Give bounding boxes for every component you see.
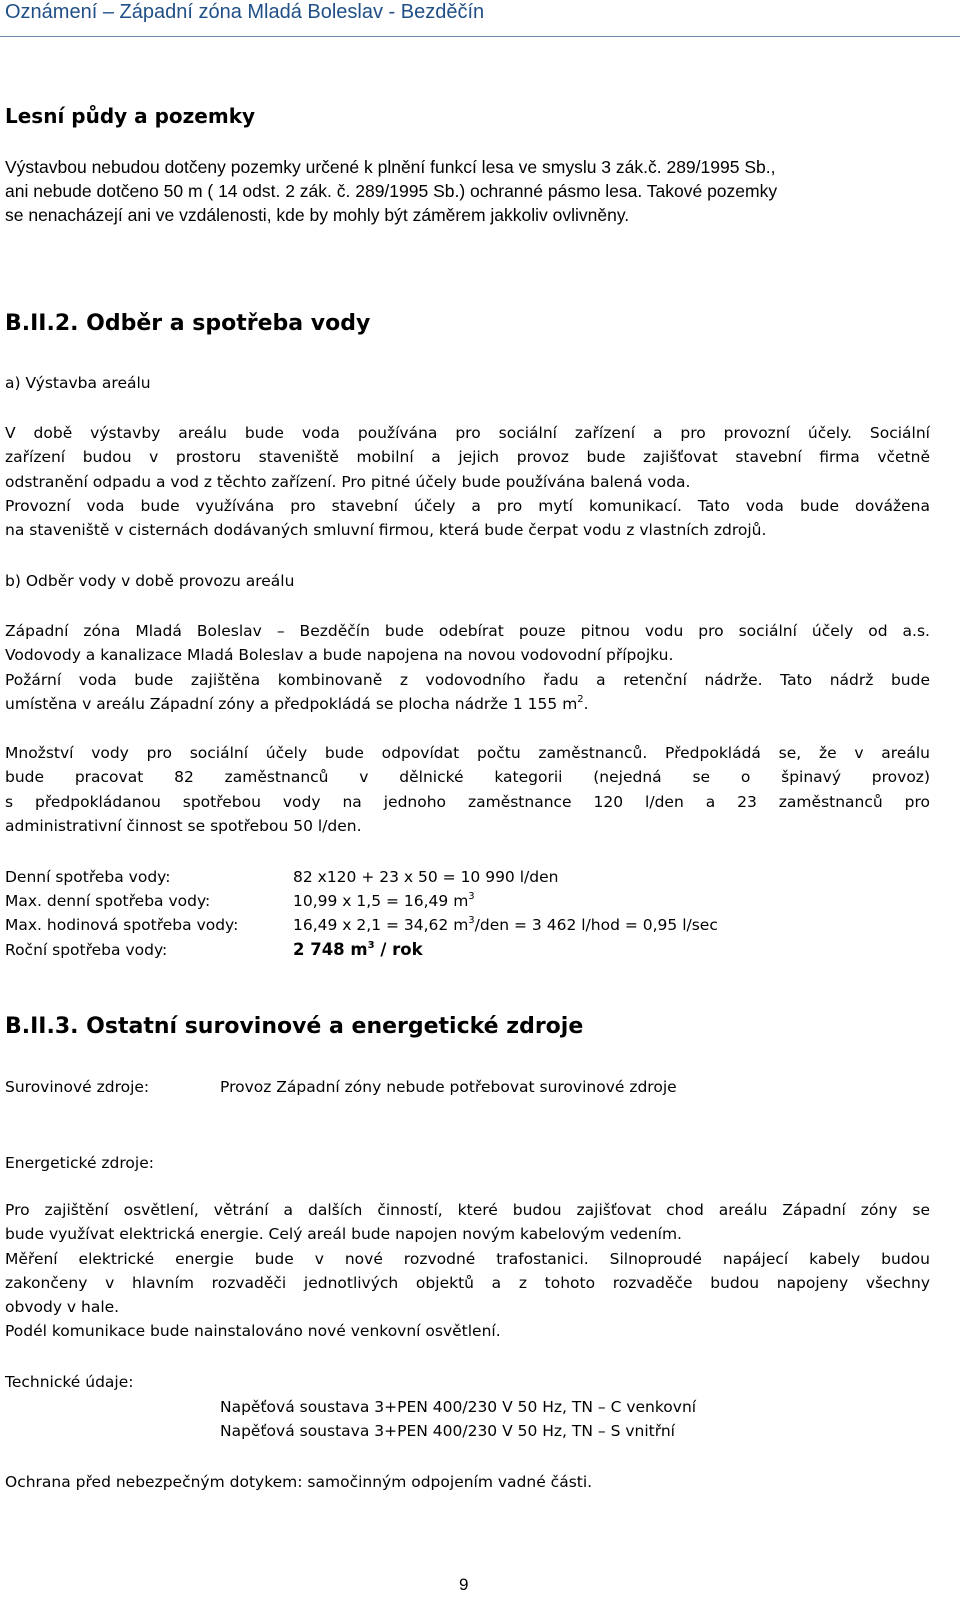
section-heading-resources: B.II.3. Ostatní surovinové a energetické zdroje	[5, 1014, 584, 1039]
calc-label: Denní spotřeba vody:	[5, 868, 171, 886]
superscript: 3	[468, 915, 475, 926]
energy-line: zakončeny v hlavním rozvaděči jednotlivých objektů a z tohoto rozvaděče budou napojeny všechny	[5, 1273, 930, 1292]
staff-line: s předpokládanou spotřebou vody na jednoho zaměstnance 120 l/den a 23 zaměstnanců pro	[5, 792, 930, 811]
forest-line: se nenacházejí ani ve vzdálenosti, kde by mohly být záměrem jakkoliv ovlivněny.	[5, 205, 630, 225]
calc-value-suffix: / rok	[374, 940, 423, 959]
technical-line: Napěťová soustava 3+PEN 400/230 V 50 Hz, TN – S vnitřní	[220, 1422, 675, 1440]
calc-value	[293, 938, 423, 962]
operation-line: Západní zóna Mladá Boleslav – Bezděčín bude odebírat pouze pitnou vodu pro sociální účely od a.s.	[5, 622, 930, 640]
energy-line: obvody v hale.	[5, 1298, 120, 1317]
construction-line: na staveniště v cisternách dodávaných smluvní firmou, která bude čerpat vodu z vlastních zdrojů.	[5, 521, 767, 540]
section-heading-forest: Lesní půdy a pozemky	[5, 104, 256, 128]
forest-paragraph	[5, 155, 777, 227]
staff-line: administrativní činnost se spotřebou 50 l/den.	[5, 816, 362, 835]
raw-resources-value: Provoz Západní zóny nebude potřebovat surovinové zdroje	[220, 1078, 677, 1096]
superscript: 3	[468, 891, 475, 902]
calc-value-text: 10,99 x 1,5 = 16,49 m	[293, 892, 469, 910]
operation-line-end: .	[583, 694, 589, 713]
technical-data-label: Technické údaje:	[5, 1373, 134, 1391]
energy-line: Pro zajištění osvětlení, větrání a dalších činností, které budou zajišťovat chod areálu Západní zóny se	[5, 1201, 930, 1219]
superscript: 2	[577, 693, 584, 705]
superscript: 3	[367, 940, 375, 951]
calc-value-suffix: /den = 3 462 l/hod = 0,95 l/sec	[474, 916, 718, 934]
operation-line-text: umístěna v areálu Západní zóny a předpokládá se plocha nádrže 1 155 m	[5, 694, 578, 713]
technical-line: Napěťová soustava 3+PEN 400/230 V 50 Hz, TN – C venkovní	[220, 1398, 697, 1416]
operation-paragraph	[5, 619, 930, 716]
subheading-construction: a) Výstavba areálu	[5, 374, 151, 392]
calc-label: Roční spotřeba vody:	[5, 941, 168, 959]
construction-line: V době výstavby areálu bude voda používána pro sociální zařízení a pro provozní účely. Sociální	[5, 424, 930, 442]
energy-resources-label: Energetické zdroje:	[5, 1154, 154, 1172]
energy-line: Měření elektrické energie bude v nové rozvodné trafostanici. Silnoproudé napájecí kabely budou	[5, 1249, 930, 1268]
construction-line: zařízení budou v prostoru staveniště mobilní a jejich provoz bude zajišťovat stavební firma včetně	[5, 448, 930, 467]
page-number: 9	[459, 1575, 469, 1594]
header-divider	[0, 36, 960, 37]
staff-paragraph	[5, 741, 930, 838]
energy-line: Podél komunikace bude nainstalováno nové venkovní osvětlení.	[5, 1322, 501, 1341]
energy-paragraph	[5, 1198, 930, 1344]
calc-label: Max. hodinová spotřeba vody:	[5, 916, 239, 934]
construction-paragraph	[5, 421, 930, 542]
calc-value	[293, 913, 718, 937]
operation-line: Požární voda bude zajištěna kombinovaně z vodovodního řadu a retenční nádrže. Tato nádrž bude	[5, 670, 930, 689]
forest-line: ani nebude dotčeno 50 m ( 14 odst. 2 zák. č. 289/1995 Sb.) ochranné pásmo lesa. Takové pozemky	[5, 181, 778, 201]
operation-line: Vodovody a kanalizace Mladá Boleslav a bude napojena na novou vodovodní přípojku.	[5, 646, 674, 665]
raw-resources-label: Surovinové zdroje:	[5, 1078, 150, 1096]
construction-line: odstranění odpadu a vod z těchto zařízení. Pro pitné účely bude používána balená voda.	[5, 472, 691, 491]
forest-line: Výstavbou nebudou dotčeny pozemky určené k plnění funkcí lesa ve smyslu 3 zák.č. 289/1995 Sb.,	[5, 157, 776, 177]
calc-value	[293, 889, 475, 913]
operation-line	[5, 692, 930, 716]
calc-value	[293, 865, 558, 889]
subheading-operation: b) Odběr vody v době provozu areálu	[5, 572, 295, 590]
page-header-title: Oznámení – Západní zóna Mladá Boleslav - Bezděčín	[5, 1, 485, 23]
staff-line: Množství vody pro sociální účely bude odpovídat počtu zaměstnanců. Předpokládá se, že v areálu	[5, 744, 930, 762]
calc-value-text: 2 748 m	[293, 940, 368, 959]
energy-line: bude využívat elektrická energie. Celý areál bude napojen novým kabelovým vedením.	[5, 1225, 682, 1244]
section-heading-water: B.II.2. Odběr a spotřeba vody	[5, 311, 371, 336]
calc-value-text: 82 x120 + 23 x 50 = 10 990 l/den	[293, 868, 559, 886]
protection-note: Ochrana před nebezpečným dotykem: samočinným odpojením vadné části.	[5, 1473, 593, 1491]
staff-line: bude pracovat 82 zaměstnanců v dělnické kategorii (nejedná se o špinavý provoz)	[5, 768, 930, 787]
construction-line: Provozní voda bude využívána pro stavební účely a pro mytí komunikací. Tato voda bude dovážena	[5, 496, 930, 515]
calc-label: Max. denní spotřeba vody:	[5, 892, 211, 910]
calc-value-text: 16,49 x 2,1 = 34,62 m	[293, 916, 469, 934]
